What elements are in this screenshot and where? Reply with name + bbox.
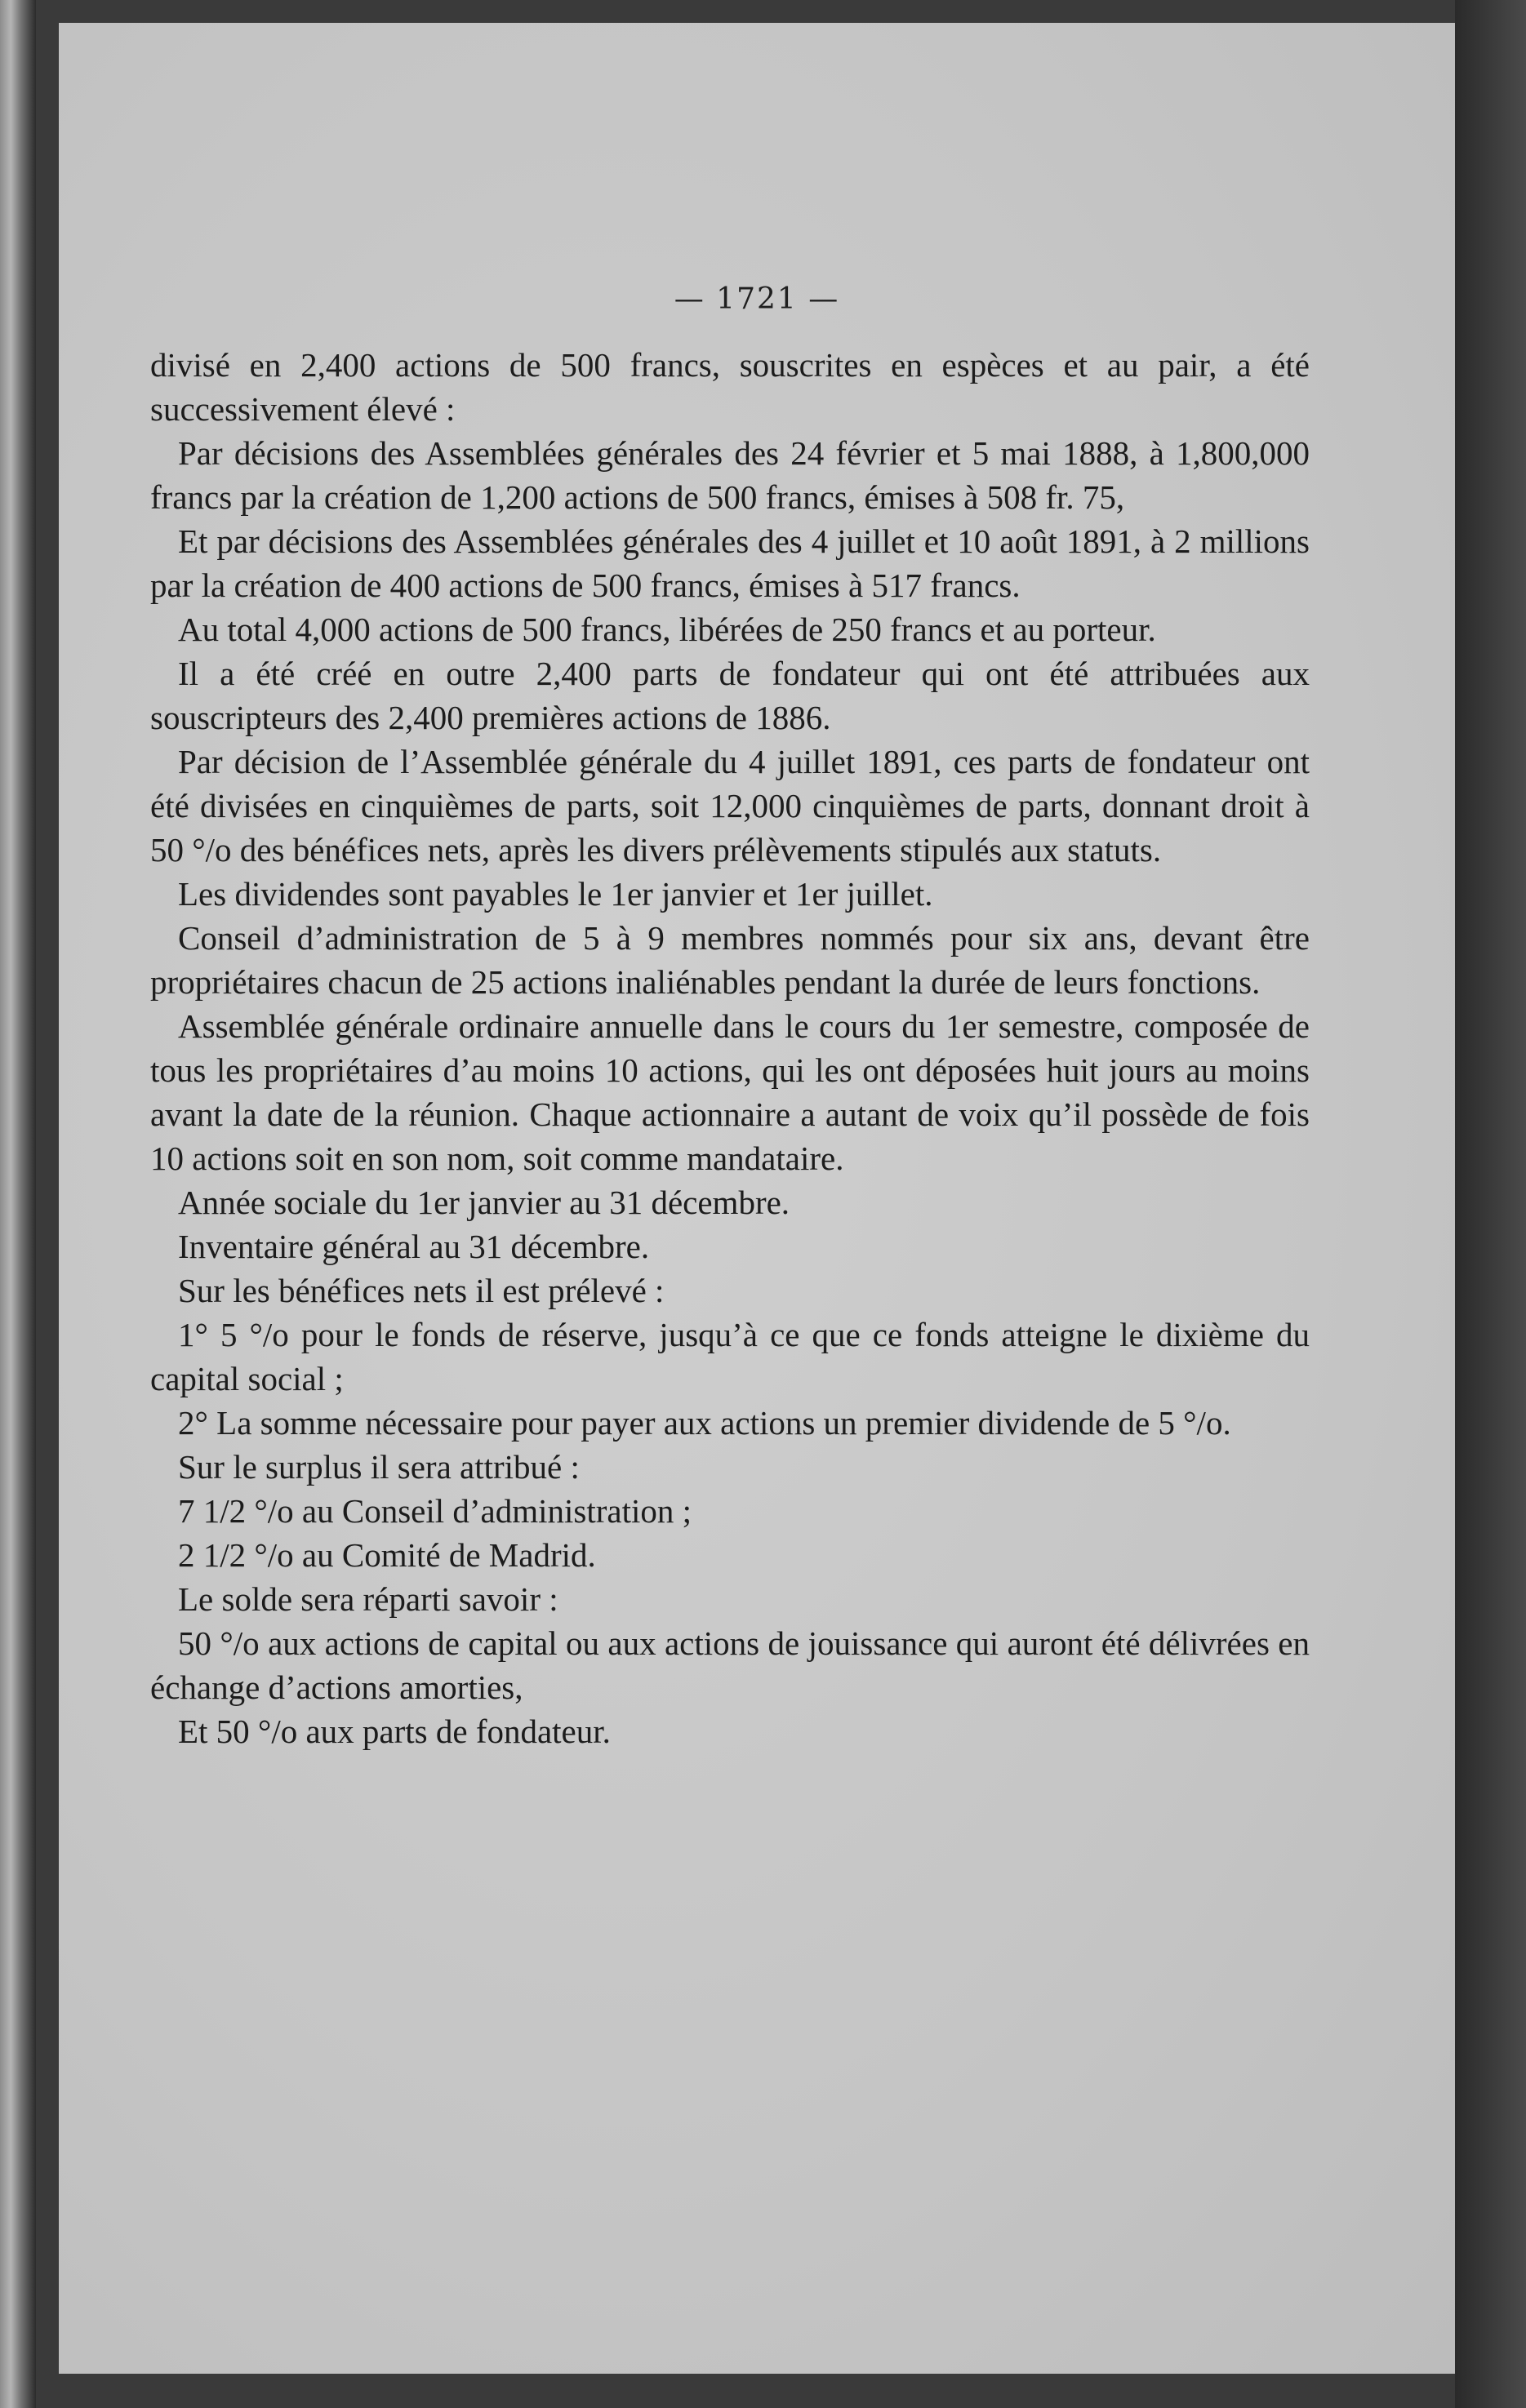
scanned-page	[59, 23, 1455, 2374]
paragraph: Les dividendes sont payables le 1er janvier et 1er juillet.	[178, 875, 933, 913]
paragraph: Et par décisions des Assemblées générales des 4 juillet et 10 août 1891, à 2 millions par la création de 400 actions de 500 francs, émises à 517 francs.	[150, 522, 1310, 604]
paragraph: 50 °/o aux actions de capital ou aux actions de jouissance qui auront été délivrées en échange d’actions amorties,	[150, 1624, 1310, 1706]
paragraph: Le solde sera réparti savoir :	[178, 1580, 558, 1618]
paragraph: Au total 4,000 actions de 500 francs, libérées de 250 francs et au porteur.	[178, 611, 1156, 648]
paragraph: Année sociale du 1er janvier au 31 décembre.	[178, 1184, 790, 1221]
left-page-edge	[0, 0, 36, 2408]
paragraph: Sur le surplus il sera attribué :	[178, 1448, 580, 1486]
paragraph: 2° La somme nécessaire pour payer aux actions un premier dividende de 5 °/o.	[178, 1404, 1231, 1442]
paragraph: 1° 5 °/o pour le fonds de réserve, jusqu’à ce que ce fonds atteigne le dixième du capital social ;	[150, 1316, 1310, 1397]
paragraph: Inventaire général au 31 décembre.	[178, 1228, 650, 1265]
body-text	[150, 343, 1310, 1753]
paragraph: Assemblée générale ordinaire annuelle dans le cours du 1er semestre, composée de tous les propriétaires d’au moins 10 actions, qui les ont déposées huit jours au moins avant la date de la réunion. Chaque actionnaire a autant de voix qu’il possède de fois 10 actions soit en son nom, soit comme mandataire.	[150, 1007, 1310, 1177]
paragraph: 2 1/2 °/o au Comité de Madrid.	[178, 1536, 596, 1574]
paragraph: Il a été créé en outre 2,400 parts de fondateur qui ont été attribuées aux souscripteurs des 2,400 premières actions de 1886.	[150, 655, 1310, 736]
paragraph: Par décisions des Assemblées générales des 24 février et 5 mai 1888, à 1,800,000 francs par la création de 1,200 actions de 500 francs, émises à 508 fr. 75,	[150, 434, 1310, 516]
paragraph: Conseil d’administration de 5 à 9 membres nommés pour six ans, devant être propriétaires chacun de 25 actions inaliénables pendant la durée de leurs fonctions.	[150, 919, 1310, 1001]
right-background-edge	[1455, 0, 1526, 2408]
paragraph: Par décision de l’Assemblée générale du 4 juillet 1891, ces parts de fondateur ont été divisées en cinquièmes de parts, soit 12,000 cinquièmes de parts, donnant droit à 50 °/o des bénéfices nets, après les divers prélèvements stipulés aux statuts.	[150, 743, 1310, 869]
paragraph: 7 1/2 °/o au Conseil d’administration ;	[178, 1492, 692, 1530]
paragraph: Et 50 °/o aux parts de fondateur.	[178, 1713, 611, 1750]
page-number: — 1721 —	[674, 282, 840, 316]
paragraph: divisé en 2,400 actions de 500 francs, souscrites en espèces et au pair, a été successivement élevé :	[150, 346, 1310, 428]
paragraph: Sur les bénéfices nets il est prélevé :	[178, 1272, 665, 1309]
